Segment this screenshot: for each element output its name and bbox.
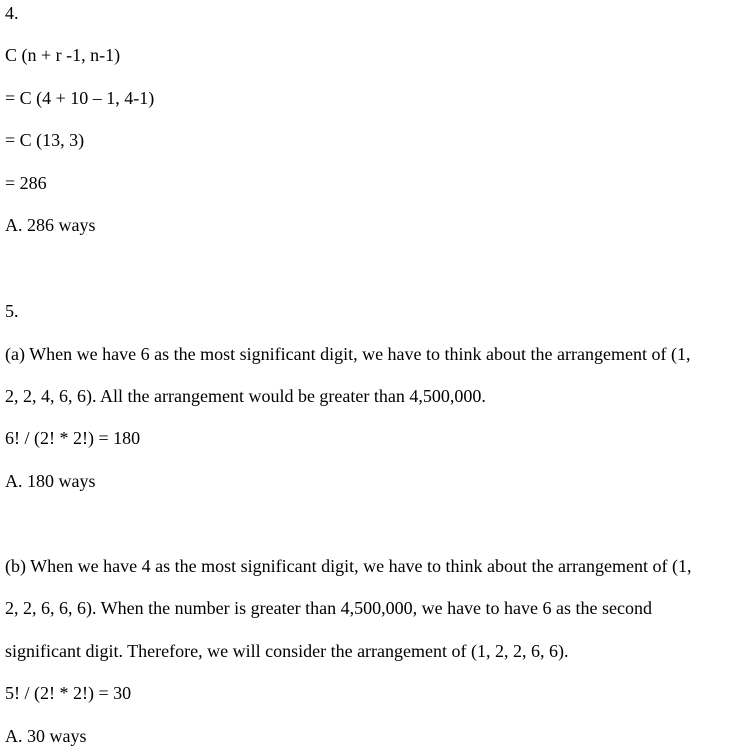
problem-5b-line-3: significant digit. Therefore, we will consider the arrangement of (1, 2, 2, 6, 6). — [5, 641, 569, 661]
problem-5b-line-1: (b) When we have 4 as the most significant digit, we have to think about the arrangement of (1, — [5, 556, 692, 576]
problem-4-number: 4. — [5, 3, 19, 23]
problem-4-answer: A. 286 ways — [5, 215, 96, 235]
problem-4-formula: C (n + r -1, n-1) — [5, 45, 121, 65]
problem-5b-line-2: 2, 2, 6, 6, 6). When the number is greater than 4,500,000, we have to have 6 as the second — [5, 598, 652, 618]
problem-4-step-3: = 286 — [5, 173, 47, 193]
problem-5a-calculation: 6! / (2! * 2!) = 180 — [5, 428, 141, 448]
problem-4-step-2: = C (13, 3) — [5, 130, 85, 150]
problem-5b-calculation: 5! / (2! * 2!) = 30 — [5, 683, 132, 703]
problem-5-number: 5. — [5, 301, 19, 321]
problem-5b-answer: A. 30 ways — [5, 726, 87, 746]
problem-4-step-1: = C (4 + 10 – 1, 4-1) — [5, 88, 155, 108]
problem-5a-line-2: 2, 2, 4, 6, 6). All the arrangement would be greater than 4,500,000. — [5, 386, 486, 406]
problem-5a-line-1: (a) When we have 6 as the most significant digit, we have to think about the arrangement of (1, — [5, 344, 691, 364]
problem-5a-answer: A. 180 ways — [5, 471, 96, 491]
